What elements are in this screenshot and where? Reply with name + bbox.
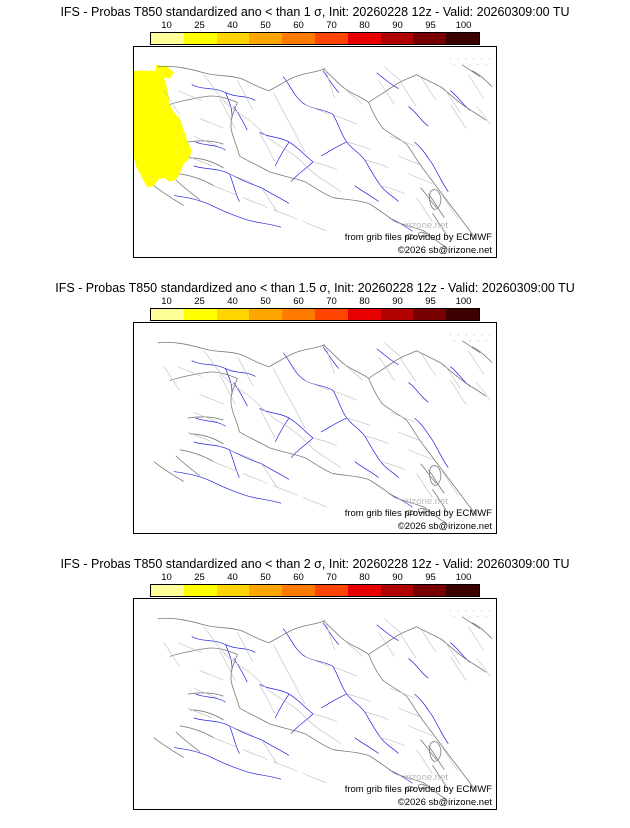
colorbar-tick: 95 xyxy=(425,296,436,307)
colorbar-gradient xyxy=(150,308,480,321)
panel-title: IFS - Probas T850 standardized ano < than 1.5 σ, Init: 20260228 12z - Valid: 20260309:00 TU xyxy=(55,281,575,295)
colorbar-segment xyxy=(151,585,184,596)
colorbar-tick: 70 xyxy=(326,572,337,583)
colorbar-tick: 50 xyxy=(260,572,271,583)
forecast-panel-3 xyxy=(0,552,630,828)
map-canvas-2[interactable] xyxy=(133,322,497,534)
colorbar-tick-labels xyxy=(150,296,480,308)
colorbar-segment xyxy=(348,585,381,596)
colorbar-segment xyxy=(151,309,184,320)
probability-shading xyxy=(134,65,192,188)
colorbar-tick: 60 xyxy=(293,296,304,307)
colorbar-tick: 90 xyxy=(392,572,403,583)
colorbar-segment xyxy=(217,585,250,596)
colorbar-gradient xyxy=(150,32,480,45)
colorbar-segment xyxy=(315,33,348,44)
colorbar-tick: 60 xyxy=(293,572,304,583)
grid-dots xyxy=(450,58,491,65)
colorbar-tick: 50 xyxy=(260,296,271,307)
rivers-layer xyxy=(174,71,470,231)
colorbar-segment xyxy=(413,309,446,320)
admin-boundaries-layer xyxy=(164,67,490,231)
colorbar-tick: 50 xyxy=(260,20,271,31)
colorbar-tick: 25 xyxy=(194,572,205,583)
colorbar-tick: 90 xyxy=(392,20,403,31)
colorbar-tick: 40 xyxy=(227,572,238,583)
rivers-layer xyxy=(174,623,470,783)
watermark: irizone.net xyxy=(404,496,448,507)
colorbar-segment xyxy=(184,585,217,596)
colorbar-segment xyxy=(381,585,414,596)
forecast-panel-1 xyxy=(0,0,630,276)
watermark: irizone.net xyxy=(404,220,448,231)
owner-credit: ©2026 sb@irizone.net xyxy=(397,245,492,256)
admin-boundaries-layer xyxy=(164,619,490,783)
colorbar-tick: 80 xyxy=(359,20,370,31)
colorbar-segment xyxy=(381,33,414,44)
colorbar-segment xyxy=(446,33,479,44)
colorbar-segment xyxy=(413,585,446,596)
colorbar-tick: 40 xyxy=(227,20,238,31)
colorbar-tick-labels xyxy=(150,572,480,584)
colorbar-segment xyxy=(446,309,479,320)
panel-title: IFS - Probas T850 standardized ano < than 1 σ, Init: 20260228 12z - Valid: 20260309:00 TU xyxy=(60,5,570,19)
colorbar-tick: 100 xyxy=(455,572,472,583)
colorbar-segment xyxy=(348,309,381,320)
colorbar-segment xyxy=(217,309,250,320)
colorbar-segment xyxy=(282,585,315,596)
colorbar-tick: 25 xyxy=(194,20,205,31)
colorbar-gradient xyxy=(150,584,480,597)
colorbar-tick: 80 xyxy=(359,296,370,307)
colorbar-tick: 95 xyxy=(425,20,436,31)
colorbar-tick: 10 xyxy=(161,20,172,31)
colorbar-segment xyxy=(381,309,414,320)
colorbar-segment xyxy=(446,585,479,596)
colorbar-tick: 60 xyxy=(293,20,304,31)
colorbar-segment xyxy=(184,33,217,44)
colorbar-2 xyxy=(150,296,480,322)
colorbar-tick: 70 xyxy=(326,20,337,31)
colorbar-segment xyxy=(151,33,184,44)
panel-title: IFS - Probas T850 standardized ano < than 2 σ, Init: 20260228 12z - Valid: 20260309:00 TU xyxy=(60,557,570,571)
colorbar-segment xyxy=(315,309,348,320)
grid-dots xyxy=(450,610,491,617)
ecmwf-credit: from grib files provided by ECMWF xyxy=(344,508,492,519)
map-canvas-1[interactable] xyxy=(133,46,497,258)
rivers-layer xyxy=(174,347,470,507)
forecast-panel-2 xyxy=(0,276,630,552)
watermark: irizone.net xyxy=(404,772,448,783)
colorbar-segment xyxy=(184,309,217,320)
colorbar-segment xyxy=(282,309,315,320)
grid-dots xyxy=(450,334,491,341)
colorbar-tick: 40 xyxy=(227,296,238,307)
admin-boundaries-layer xyxy=(164,343,490,507)
colorbar-tick: 90 xyxy=(392,296,403,307)
ecmwf-credit: from grib files provided by ECMWF xyxy=(344,232,492,243)
colorbar-segment xyxy=(217,33,250,44)
colorbar-tick: 80 xyxy=(359,572,370,583)
colorbar-tick: 25 xyxy=(194,296,205,307)
colorbar-segment xyxy=(282,33,315,44)
colorbar-1 xyxy=(150,20,480,46)
owner-credit: ©2026 sb@irizone.net xyxy=(397,521,492,532)
colorbar-segment xyxy=(413,33,446,44)
colorbar-3 xyxy=(150,572,480,598)
colorbar-tick: 10 xyxy=(161,296,172,307)
colorbar-tick: 95 xyxy=(425,572,436,583)
colorbar-segment xyxy=(315,585,348,596)
colorbar-segment xyxy=(249,33,282,44)
colorbar-segment xyxy=(249,585,282,596)
colorbar-tick: 70 xyxy=(326,296,337,307)
colorbar-segment xyxy=(249,309,282,320)
ecmwf-credit: from grib files provided by ECMWF xyxy=(344,784,492,795)
colorbar-segment xyxy=(348,33,381,44)
colorbar-tick-labels xyxy=(150,20,480,32)
colorbar-tick: 100 xyxy=(455,20,472,31)
colorbar-tick: 100 xyxy=(455,296,472,307)
map-canvas-3[interactable] xyxy=(133,598,497,810)
owner-credit: ©2026 sb@irizone.net xyxy=(397,797,492,808)
colorbar-tick: 10 xyxy=(161,572,172,583)
